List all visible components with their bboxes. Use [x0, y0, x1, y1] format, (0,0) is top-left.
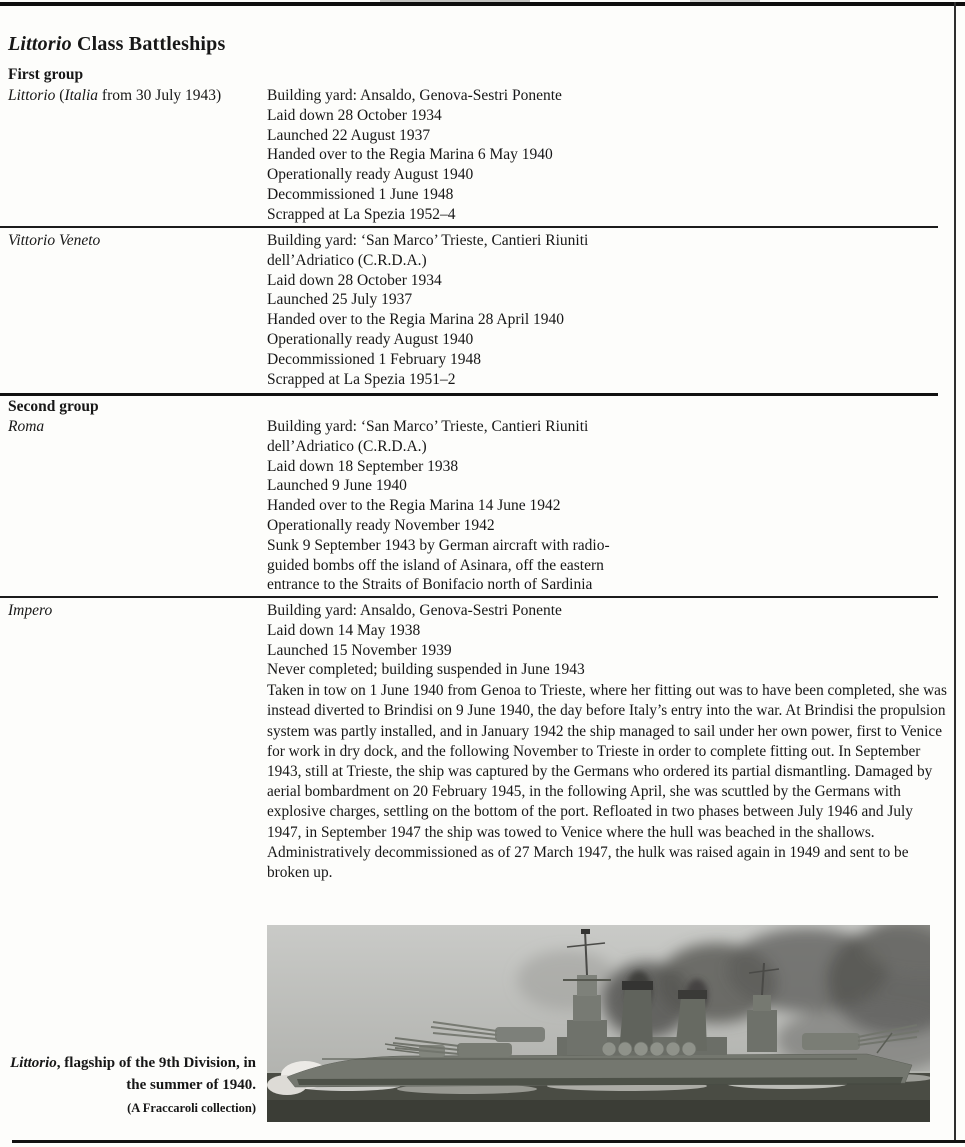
- ship-name-italic: Littorio: [8, 87, 56, 104]
- ship-row-roma: [8, 417, 957, 595]
- detail-line: Building yard: ‘San Marco’ Trieste, Cantieri Riuniti: [267, 232, 589, 249]
- detail-line: Operationally ready November 1942: [267, 516, 495, 534]
- ship-name: [8, 231, 267, 389]
- detail-line: Building yard: ‘San Marco’ Trieste, Cantieri Riuniti: [267, 418, 589, 435]
- detail-line: Handed over to the Regia Marina 6 May 1940: [267, 146, 553, 164]
- detail-line: guided bombs off the island of Asinara, off the eastern: [267, 556, 604, 574]
- photo-section: [0, 925, 965, 1125]
- detail-line: Decommissioned 1 February 1948: [267, 350, 481, 368]
- group-divider: [0, 393, 938, 396]
- ship-name-italic: Roma: [8, 418, 45, 435]
- page-border-bottom: [12, 1140, 965, 1143]
- detail-line: Scrapped at La Spezia 1952–4: [267, 205, 456, 223]
- detail-line: Building yard: Ansaldo, Genova-Sestri Ponente: [267, 87, 562, 104]
- detail-line: Laid down 14 May 1938: [267, 621, 421, 639]
- ship-name: [8, 417, 267, 595]
- detail-line: entrance to the Straits of Bonifacio north of Sardinia: [267, 576, 593, 594]
- ship-name-italic: Impero: [8, 602, 53, 619]
- group-heading-second: Second group: [8, 398, 99, 415]
- ship-details-and-history: [267, 601, 957, 883]
- ship-row-littorio: [8, 86, 957, 225]
- detail-line: Handed over to the Regia Marina 28 April 1940: [267, 311, 565, 329]
- detail-line: Launched 9 June 1940: [267, 477, 407, 495]
- detail-line: dell’Adriatico (C.R.D.A.): [267, 437, 427, 455]
- ship-row-vittorio-veneto: [8, 231, 957, 389]
- photo-caption: [2, 1053, 256, 1096]
- photo-credit: (A Fraccaroli collection): [127, 1101, 256, 1115]
- detail-line: Launched 22 August 1937: [267, 126, 431, 144]
- ship-details: [267, 601, 957, 680]
- ship-details: [267, 86, 957, 225]
- ship-history-paragraph: Taken in tow on 1 June 1940 from Genoa to Trieste, where her fitting out was to have been completed, she was instead diverted to Brindisi on 9 June 1940, the day before Italy’s entry into the war. At Brindisi the propulsion system was partly installed, and in January 1942 the ship managed to sail under her own power, first to Venice for work in dry dock, and the following November to Trieste in order to complete fitting out. In September 1943, still at Trieste, the ship was captured by the Germans who ordered its partial dismantling. Damaged by aerial bombardment on 20 February 1945, in the following April, she was scuttled by the Germans with explosive charges, settling on the bottom of the port. Refloated in two phases between July 1946 and July 1947, in September 1947 the ship was towed to Venice where the hull was beached in the shallows. Administratively decommissioned as of 27 March 1947, the hulk was raised again in 1949 and sent to be broken up.: [267, 682, 947, 882]
- detail-line: Handed over to the Regia Marina 14 June 1942: [267, 497, 561, 515]
- ship-alt-name-italic: Italia: [64, 87, 99, 104]
- photo-caption-ship-name: Littorio: [10, 1055, 57, 1071]
- battleship-photo: [267, 925, 930, 1122]
- page-title-rest: Class Battleships: [71, 33, 226, 56]
- detail-line: Laid down 28 October 1934: [267, 106, 442, 124]
- detail-line: Launched 15 November 1939: [267, 641, 452, 659]
- detail-line: Operationally ready August 1940: [267, 166, 474, 184]
- ship-name-note: from 30 July 1943): [98, 87, 222, 104]
- detail-line: Sunk 9 September 1943 by German aircraft with radio-: [267, 536, 610, 554]
- ship-name-note: (: [55, 87, 65, 104]
- page-border-top: [0, 2, 965, 6]
- detail-line: Launched 25 July 1937: [267, 291, 413, 309]
- detail-line: Never completed; building suspended in June 1943: [267, 661, 585, 679]
- photo-caption-rest: , flagship of the 9th Division, in the summer of 1940.: [56, 1055, 256, 1093]
- ship-details: [267, 417, 957, 595]
- page-title: [8, 33, 225, 56]
- ship-name-italic: Vittorio Veneto: [8, 232, 101, 249]
- detail-line: dell’Adriatico (C.R.D.A.): [267, 251, 427, 269]
- deck-shadow-line: [322, 1058, 857, 1060]
- detail-line: Operationally ready August 1940: [267, 330, 474, 348]
- section-divider: [0, 226, 938, 228]
- detail-line: Laid down 28 October 1934: [267, 271, 442, 289]
- ship-name: [8, 601, 267, 883]
- detail-line: Laid down 18 September 1938: [267, 457, 459, 475]
- section-divider: [0, 596, 938, 598]
- ship-details: [267, 231, 957, 389]
- detail-line: Decommissioned 1 June 1948: [267, 185, 454, 203]
- page-title-ship-name: Littorio: [8, 33, 72, 56]
- mast-flag: [581, 929, 590, 934]
- detail-line: Scrapped at La Spezia 1951–2: [267, 370, 456, 388]
- group-heading-first: First group: [8, 66, 84, 83]
- ship-name: [8, 86, 267, 225]
- ship-row-impero: [8, 601, 957, 883]
- detail-line: Building yard: Ansaldo, Genova-Sestri Ponente: [267, 602, 562, 619]
